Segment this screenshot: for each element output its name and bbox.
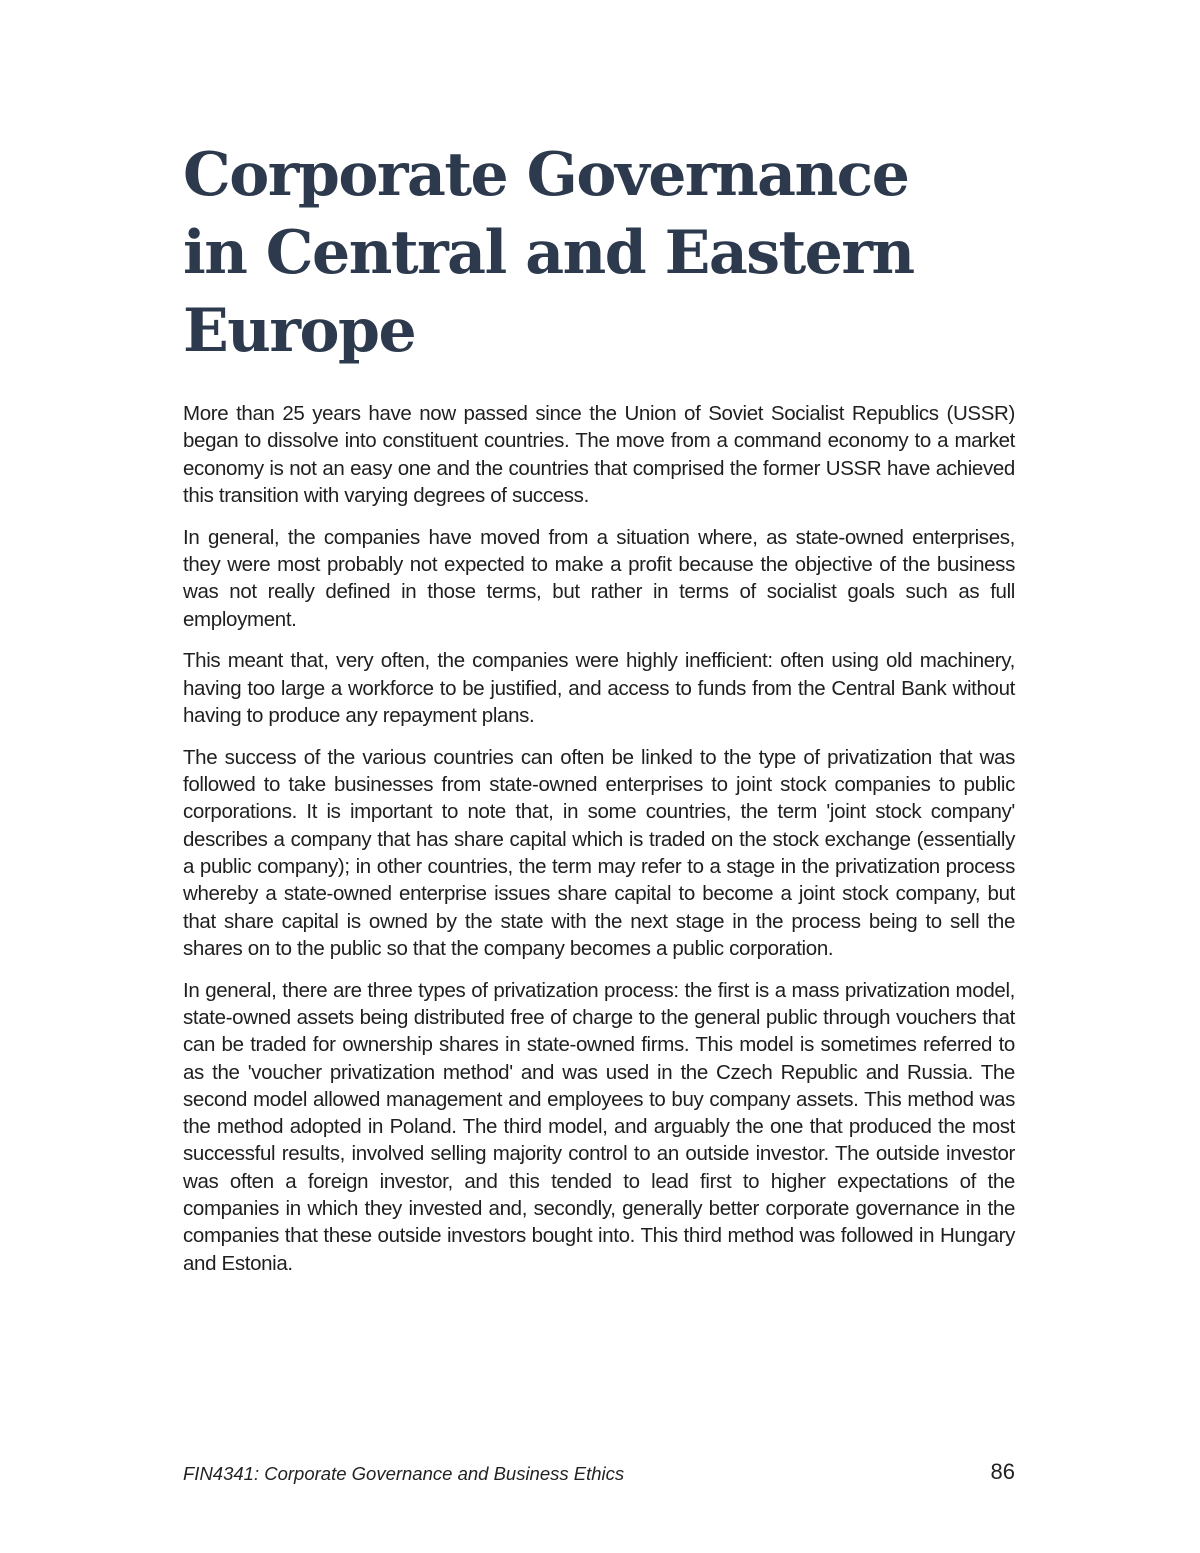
page-title: [183, 136, 1003, 370]
page-number: 86: [990, 1459, 1015, 1484]
paragraph: In general, the companies have moved from a situation where, as state-owned enterprises, they were most probably not expected to make a profit because the objective of the business was not really defined in those terms, but rather in terms of socialist goals such as full employment.: [183, 525, 1015, 631]
footer-course-title: FIN4341: Corporate Governance and Business Ethics: [183, 1463, 625, 1484]
title-line: Europe: [183, 296, 416, 366]
title-line: in Central and Eastern: [183, 218, 914, 288]
paragraph: More than 25 years have now passed since the Union of Soviet Socialist Republics (USSR) began to dissolve into constituent countries. The move from a command economy to a market economy is not an easy one and the countries that comprised the former USSR have achieved this transition with varying degrees of success.: [183, 402, 1015, 507]
paragraph: The success of the various countries can often be linked to the type of privatization that was followed to take businesses from state-owned enterprises to joint stock companies to public corporations. It is important to note that, in some countries, the term 'joint stock company' describes a company that has share capital which is traded on the stock exchange (essentially a public company); in other countries, the term may refer to a stage in the privatization process whereby a state-owned enterprise issues share capital to become a joint stock company, but that share capital is owned by the state with the next stage in the process being to sell the shares on to the public so that the company becomes a public corporation.: [183, 745, 1015, 960]
body-text: [183, 400, 1015, 1291]
title-line: Corporate Governance: [183, 140, 909, 210]
paragraph: This meant that, very often, the companies were highly inefficient: often using old machinery, having too large a workforce to be justified, and access to funds from the Central Bank without having to produce any repayment plans.: [183, 649, 1015, 727]
paragraph: In general, there are three types of privatization process: the first is a mass privatization model, state-owned assets being distributed free of charge to the general public through vouchers that can be traded for ownership shares in state-owned firms. This model is sometimes referred to as the 'voucher privatization method' and was used in the Czech Republic and Russia. The second model allowed management and employees to buy company assets. This method was the method adopted in Poland. The third model, and arguably the one that produced the most successful results, involved selling majority control to an outside investor. The outside investor was often a foreign investor, and this tended to lead first to higher expectations of the companies in which they invested and, secondly, generally better corporate governance in the companies that these outside investors bought into. This third method was followed in Hungary and Estonia.: [183, 978, 1015, 1275]
